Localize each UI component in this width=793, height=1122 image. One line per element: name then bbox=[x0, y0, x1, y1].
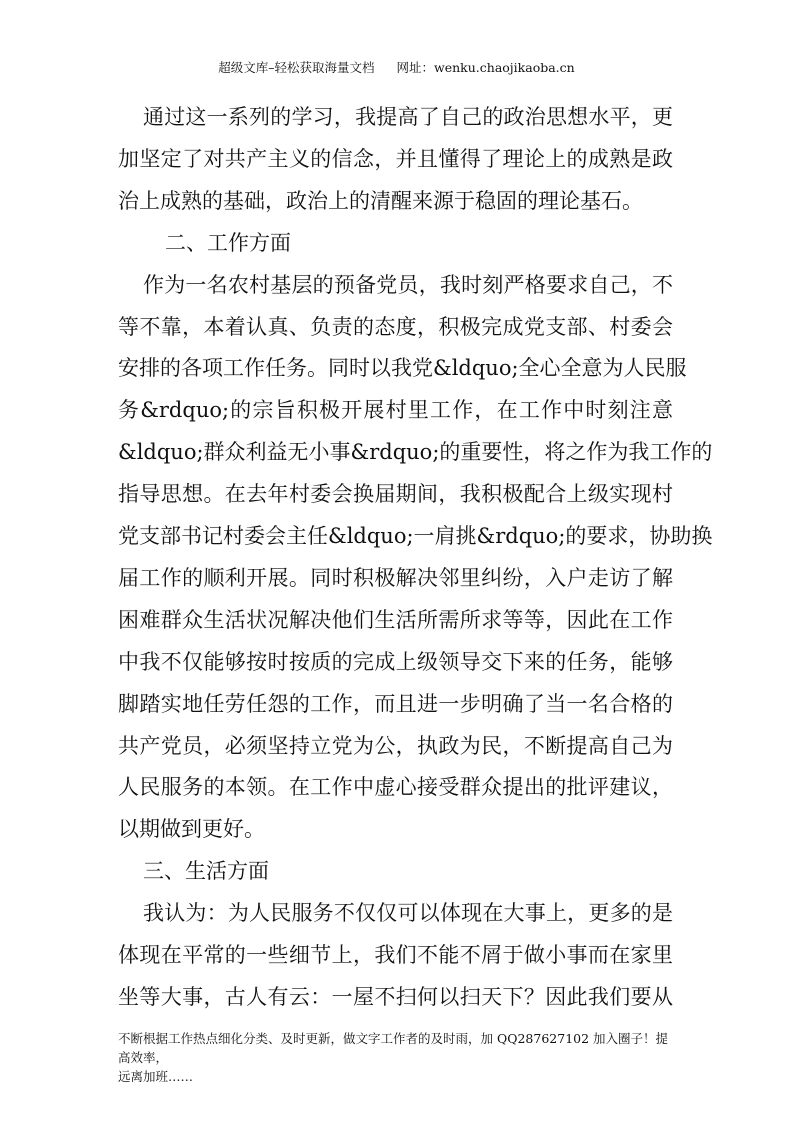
text-line: 脚踏实地任劳任怨的工作，而且进一步明确了当一名合格的 bbox=[118, 691, 673, 716]
text-line: 通过这一系列的学习，我提高了自己的政治思想水平，更 bbox=[143, 105, 673, 129]
header-site: 超级文库–轻松获取海量文档 bbox=[218, 60, 375, 75]
text-line: 等不靠，本着认真、负责的态度，积极完成党支部、村委会 bbox=[118, 314, 673, 339]
footer-line-2: 远离加班…… bbox=[118, 1069, 194, 1084]
text-line: 以期做到更好。 bbox=[118, 817, 265, 842]
text-line: 指导思想。在去年村委会换届期间，我积极配合上级实现村 bbox=[118, 482, 673, 507]
text-line: 中我不仅能够按时按质的完成上级领导交下来的任务，能够 bbox=[118, 649, 673, 674]
page-footer bbox=[118, 1029, 678, 1086]
text-line: 党支部书记村委会主任&ldquo;一肩挑&rdquo;的要求，协助换 bbox=[118, 524, 713, 548]
footer-line-1: 不断根据工作热点细化分类、及时更新，做文字工作者的及时雨，加 QQ287627102 加入圈子！提高效率， bbox=[118, 1031, 669, 1065]
header-url: 网址：wenku.chaojikaoba.cn bbox=[396, 60, 575, 75]
text-line: 治上成熟的基础，政治上的清醒来源于稳固的理论基石。 bbox=[118, 188, 643, 213]
text-line: 人民服务的本领。在工作中虚心接受群众提出的批评建议， bbox=[118, 775, 673, 800]
text-line: 共产党员，必须坚持立党为公，执政为民，不断提高自己为 bbox=[118, 733, 673, 758]
text-line: 我认为：为人民服务不仅仅可以体现在大事上，更多的是 bbox=[143, 901, 673, 926]
text-line: 坐等大事，古人有云：一屋不扫何以扫天下？因此我们要从 bbox=[118, 984, 673, 1009]
text-line: 三、生活方面 bbox=[143, 859, 269, 884]
text-line: 务&rdquo;的宗旨积极开展村里工作，在工作中时刻注意 bbox=[118, 398, 673, 423]
page-header bbox=[0, 58, 793, 76]
text-line: 作为一名农村基层的预备党员，我时刻严格要求自己，不 bbox=[143, 272, 673, 297]
text-line: 届工作的顺利开展。同时积极解决邻里纠纷，入户走访了解 bbox=[118, 565, 673, 590]
text-line: 安排的各项工作任务。同时以我党&ldquo;全心全意为人民服 bbox=[118, 356, 687, 381]
text-line: 二、工作方面 bbox=[165, 230, 291, 255]
text-line: 困难群众生活状况解决他们生活所需所求等等，因此在工作 bbox=[118, 607, 673, 632]
text-line: &ldquo;群众利益无小事&rdquo;的重要性，将之作为我工作的 bbox=[118, 440, 713, 465]
text-line: 体现在平常的一些细节上，我们不能不屑于做小事而在家里 bbox=[118, 943, 673, 967]
text-line: 加坚定了对共产主义的信念，并且懂得了理论上的成熟是政 bbox=[118, 146, 673, 171]
